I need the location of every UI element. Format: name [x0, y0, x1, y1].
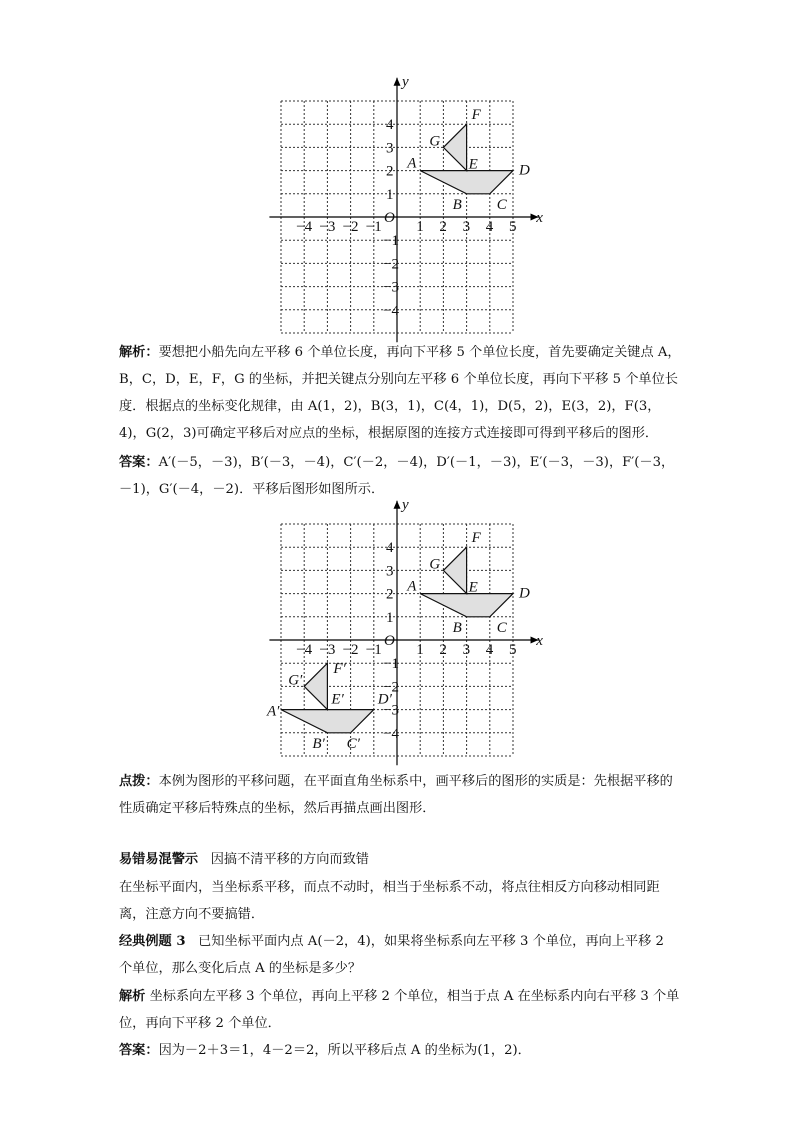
original-point-label-b: B [452, 619, 462, 636]
original-point-label-c: C [496, 196, 507, 213]
x-tick-label: 2 [439, 642, 447, 658]
y-tick-label: −2 [383, 256, 399, 273]
y-tick-label: −3 [383, 702, 399, 719]
y-tick-label: 1 [386, 186, 394, 203]
original-point-label-g: G [429, 556, 441, 573]
original-point-label-b: B [452, 196, 462, 213]
tip-body: 本例为图形的平移问题，在平面直角坐标系中，画平移后的图形的实质是：先根据平移的性质确定平移后特殊点的坐标，然后再描点画出图形． [119, 774, 673, 816]
answer-label: 答案： [119, 455, 159, 470]
y-axis-arrow [394, 78, 401, 86]
analysis2-body: 坐标系向左平移 3 个单位，再向上平移 2 个单位，相当于点 A 在坐标系内向右平移 3 个单位，再向下平移 2 个单位． [119, 989, 680, 1031]
x-tick-label: 4 [485, 219, 494, 235]
translated-point-label-f: F′ [333, 661, 346, 678]
tip-paragraph [119, 768, 681, 822]
figure-1-plot [270, 72, 560, 340]
y-tick-label: −1 [383, 656, 399, 673]
example-label: 经典例题 3 [119, 934, 186, 949]
original-point-label-f: F [471, 107, 481, 124]
original-hull [420, 171, 513, 194]
x-axis-label: x [536, 633, 543, 649]
x-tick-label: 3 [462, 642, 471, 658]
original-sail [443, 547, 466, 593]
x-tick-label: 4 [485, 642, 494, 658]
example-body: 已知坐标平面内点 A(－2，4)，如果将坐标系向左平移 3 个单位，再向上平移 2 个单位，那么变化后点 A 的坐标是多少？ [119, 934, 664, 976]
x-tick-label: −4 [296, 219, 313, 235]
x-tick-label: 5 [509, 219, 517, 235]
y-axis-label: y [402, 73, 409, 90]
original-point-label-a: A [407, 578, 417, 595]
warning-heading [119, 846, 681, 873]
y-tick-label: −4 [383, 302, 399, 319]
original-point-label-e: E [468, 156, 478, 173]
y-tick-label: 2 [386, 163, 394, 180]
x-axis-label: x [536, 210, 543, 226]
analysis2-paragraph [119, 983, 681, 1037]
original-point-label-f: F [471, 530, 481, 547]
x-tick-label: −2 [342, 219, 359, 235]
analysis-label: 解析： [119, 345, 159, 360]
warning-title: 因搞不清平移的方向而致错 [210, 852, 369, 867]
x-tick-label: 3 [462, 219, 471, 235]
y-tick-label: −2 [383, 679, 399, 696]
y-axis-label: y [402, 496, 409, 513]
y-tick-label: 4 [386, 117, 394, 134]
y-tick-label: 4 [386, 540, 394, 557]
original-point-label-d: D [519, 585, 530, 602]
figure-1 [270, 72, 560, 340]
x-tick-label: 1 [416, 219, 424, 235]
original-sail [443, 124, 466, 170]
y-tick-label: −3 [383, 279, 399, 296]
y-tick-label: −1 [383, 233, 399, 250]
answer2-label: 答案： [119, 1043, 159, 1058]
original-hull [420, 594, 513, 617]
original-point-label-c: C [496, 619, 507, 636]
translated-sail [304, 663, 327, 709]
y-tick-label: 2 [386, 586, 394, 603]
analysis2-label: 解析 [119, 989, 146, 1004]
translated-point-label-g: G′ [288, 672, 303, 689]
x-tick-label: −1 [365, 219, 382, 235]
y-tick-label: 3 [386, 563, 394, 580]
y-tick-label: −4 [383, 725, 399, 742]
origin-label: O [384, 633, 395, 649]
answer2-paragraph [119, 1037, 681, 1064]
analysis-body: 要想把小船先向左平移 6 个单位长度，再向下平移 5 个单位长度，首先要确定关键点 A，B，C，D，E，F，G 的坐标，并把关键点分别向左平移 6 个单位长度，再向下平移 5 个单位长度．根据点的坐标变化规律，由 A(1，2)，B(3，1)，C(4，1)，D(5，2)，E(3，2)，F(3，4)，G(2，3)可确定平移后对应点的坐标，根据原图的连接方式连接即可得到平移后的图形． [119, 345, 681, 441]
x-tick-label: 2 [439, 219, 447, 235]
y-tick-label: 3 [386, 140, 394, 157]
original-point-label-g: G [429, 133, 441, 150]
translated-point-label-e: E′ [331, 691, 344, 708]
warning-paragraph [119, 874, 681, 928]
original-point-label-a: A [407, 155, 417, 172]
figure-2-plot [267, 496, 560, 760]
translated-point-label-c: C′ [346, 735, 360, 752]
warning-label: 易错易混警示 [119, 852, 199, 867]
x-tick-label: −3 [319, 642, 336, 658]
y-axis-arrow [394, 501, 401, 509]
translated-hull [281, 710, 374, 733]
translated-point-label-a: A′ [267, 703, 280, 720]
analysis-paragraph [119, 339, 681, 447]
x-tick-label: −2 [342, 642, 359, 658]
answer-paragraph [119, 449, 681, 503]
original-point-label-d: D [519, 162, 530, 179]
example-paragraph [119, 928, 681, 982]
x-tick-label: −3 [319, 219, 336, 235]
y-tick-label: 1 [386, 609, 394, 626]
origin-label: O [384, 210, 395, 226]
tip-label: 点拨： [119, 774, 159, 789]
warning-body: 在坐标平面内，当坐标系平移，而点不动时，相当于坐标系不动，将点往相反方向移动相同距离，注意方向不要搞错． [119, 880, 660, 922]
x-tick-label: 5 [509, 642, 517, 658]
x-tick-label: −1 [365, 642, 382, 658]
answer2-body: 因为－2＋3＝1，4－2＝2，所以平移后点 A 的坐标为(1，2)． [158, 1043, 531, 1058]
x-tick-label: −4 [296, 642, 313, 658]
translated-point-label-d: D′ [377, 691, 392, 708]
x-tick-label: 1 [416, 642, 424, 658]
translated-point-label-b: B′ [312, 735, 325, 752]
original-point-label-e: E [468, 579, 478, 596]
answer-body: A′(－5，－3)，B′(－3，－4)，C′(－2，－4)，D′(－1，－3)，E′(－3，－3)，F′(－3，－1)，G′(－4，－2)．平移后图形如图所示． [119, 455, 675, 497]
figure-2 [267, 496, 560, 760]
